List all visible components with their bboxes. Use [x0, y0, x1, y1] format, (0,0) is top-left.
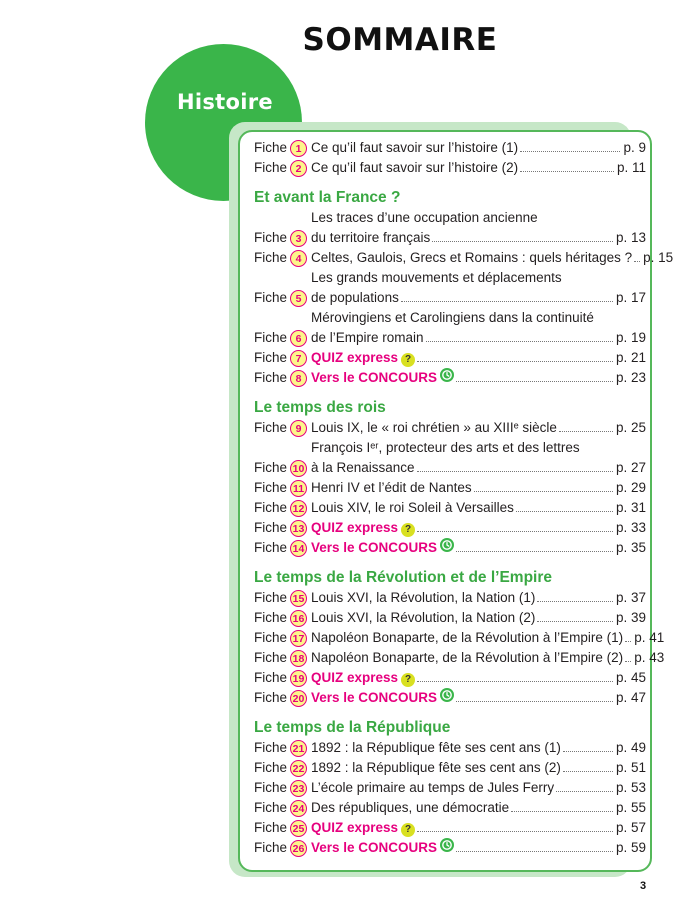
entry-title: de populations: [311, 290, 399, 305]
dot-leader: [511, 811, 613, 812]
fiche-number-badge: 19: [290, 670, 307, 687]
toc-entry[interactable]: [254, 348, 646, 368]
page-ref: p. 37: [615, 590, 646, 605]
dot-leader: [432, 241, 613, 242]
quiz-label: QUIZ express: [311, 520, 399, 535]
entry-line: [311, 628, 665, 648]
question-icon: ?: [401, 523, 415, 537]
entry-title: 1892 : la République fête ses cent ans (1): [311, 740, 561, 755]
question-icon: ?: [401, 673, 415, 687]
concours-label: Vers le CONCOURS: [311, 840, 438, 855]
entry-text: [311, 538, 646, 558]
section-name: Histoire: [177, 90, 273, 114]
fiche-number-badge: 5: [290, 290, 307, 307]
entry-line: [311, 798, 646, 818]
page-ref: p. 33: [615, 520, 646, 535]
entry-text: [311, 758, 646, 778]
dot-leader: [417, 471, 613, 472]
entry-title: à la Renaissance: [311, 460, 415, 475]
entry-line: [311, 138, 646, 158]
entry-line: [311, 758, 646, 778]
dot-leader: [456, 381, 613, 382]
group-spacer: [254, 558, 646, 568]
fiche-number-badge: 11: [290, 480, 307, 497]
fiche-number-badge: 18: [290, 650, 307, 667]
fiche-label: Fiche: [254, 460, 288, 475]
entry-text: [311, 608, 646, 628]
toc-group: [254, 138, 646, 178]
dot-leader: [456, 851, 613, 852]
page-ref: p. 51: [615, 760, 646, 775]
fiche-label: Fiche: [254, 370, 288, 385]
entry-line: [311, 588, 646, 608]
fiche-label: Fiche: [254, 800, 288, 815]
entry-text: [311, 778, 646, 798]
page-ref: p. 17: [615, 290, 646, 305]
group-title: Le temps de la République: [254, 719, 451, 736]
concours-label: Vers le CONCOURS: [311, 370, 438, 385]
toc-entry[interactable]: [254, 838, 646, 858]
entry-title: Louis XIV, le roi Soleil à Versailles: [311, 500, 514, 515]
entry-text: [311, 588, 646, 608]
fiche-label: Fiche: [254, 160, 288, 175]
entry-title: Celtes, Gaulois, Grecs et Romains : quels héritages ?: [311, 250, 633, 265]
page-ref: p. 43: [634, 650, 665, 665]
entry-line: [311, 208, 646, 228]
entry-title: du territoire français: [311, 230, 431, 245]
entry-line: [311, 668, 646, 688]
page-ref: p. 27: [615, 460, 646, 475]
quiz-label: QUIZ express: [311, 670, 399, 685]
toc-group: [254, 178, 674, 388]
question-icon: ?: [401, 823, 415, 837]
entry-text: [311, 478, 646, 498]
entry-text: [311, 248, 674, 268]
dot-leader: [426, 341, 613, 342]
fiche-number-badge: 3: [290, 230, 307, 247]
toc-entry[interactable]: [254, 588, 646, 608]
fiche-number-badge: 8: [290, 370, 307, 387]
page-ref: p. 15: [643, 250, 674, 265]
entry-text: [311, 138, 646, 158]
group-spacer: [254, 388, 646, 398]
fiche-label: Fiche: [254, 250, 288, 265]
entry-text: [311, 438, 646, 478]
toc-entry[interactable]: [254, 308, 646, 348]
toc-entry[interactable]: [254, 818, 646, 838]
toc-entry[interactable]: [254, 738, 646, 758]
fiche-label: Fiche: [254, 520, 288, 535]
fiche-label: Fiche: [254, 760, 288, 775]
fiche-number-badge: 21: [290, 740, 307, 757]
fiche-label: Fiche: [254, 650, 288, 665]
dot-leader: [537, 601, 613, 602]
fiche-number-badge: 14: [290, 540, 307, 557]
entry-line: [311, 738, 646, 758]
page-ref: p. 11: [616, 160, 646, 175]
page-ref: p. 31: [615, 500, 646, 515]
entry-title: Louis IX, le « roi chrétien » au XIIIᵉ siècle: [311, 420, 557, 435]
fiche-number-badge: 24: [290, 800, 307, 817]
quiz-label: QUIZ express: [311, 820, 399, 835]
entry-title: L’école primaire au temps de Jules Ferry: [311, 780, 555, 795]
entry-line: [311, 648, 665, 668]
entry-title: Ce qu’il faut savoir sur l’histoire (1): [311, 140, 519, 155]
entry-text: [311, 308, 646, 348]
entry-title: Des républiques, une démocratie: [311, 800, 510, 815]
entry-line: [311, 308, 646, 328]
entry-text: [311, 368, 646, 388]
dot-leader: [417, 681, 613, 682]
fiche-number-badge: 26: [290, 840, 307, 857]
group-spacer: [254, 178, 646, 188]
dot-leader: [559, 431, 613, 432]
entry-line: [311, 158, 646, 178]
page-ref: p. 23: [615, 370, 646, 385]
fiche-label: Fiche: [254, 500, 288, 515]
entry-line: [311, 818, 646, 838]
dot-leader: [563, 751, 613, 752]
toc-group: [254, 558, 665, 708]
fiche-number-badge: 16: [290, 610, 307, 627]
dot-leader: [401, 301, 613, 302]
entry-text: [311, 738, 646, 758]
toc-entry[interactable]: [254, 628, 665, 648]
entry-line: [311, 538, 646, 558]
toc-entry[interactable]: [254, 668, 646, 688]
dot-leader: [537, 621, 613, 622]
dot-leader: [556, 791, 613, 792]
entry-line: [311, 248, 674, 268]
fiche-label: Fiche: [254, 630, 288, 645]
fiche-number-badge: 20: [290, 690, 307, 707]
fiche-number-badge: 7: [290, 350, 307, 367]
entry-line: [311, 268, 646, 288]
entry-line: [311, 498, 646, 518]
fiche-label: Fiche: [254, 330, 288, 345]
fiche-number-badge: 4: [290, 250, 307, 267]
entry-text: [311, 268, 646, 308]
entry-line: [311, 458, 646, 478]
entry-text: [311, 628, 665, 648]
entry-text: [311, 648, 665, 668]
fiche-label: Fiche: [254, 670, 288, 685]
page-ref: p. 41: [634, 630, 665, 645]
dot-leader: [625, 641, 631, 642]
toc-entry[interactable]: [254, 608, 646, 628]
page-ref: p. 47: [615, 690, 646, 705]
entry-text: [311, 518, 646, 538]
quiz-label: QUIZ express: [311, 350, 399, 365]
toc-entry[interactable]: [254, 138, 646, 158]
entry-title: François Iᵉʳ, protecteur des arts et des lettres: [311, 440, 580, 455]
page-ref: p. 9: [623, 140, 646, 155]
dot-leader: [516, 511, 613, 512]
toc-entry[interactable]: [254, 478, 646, 498]
fiche-number-badge: 2: [290, 160, 307, 177]
toc-entry[interactable]: [254, 268, 646, 308]
page-ref: p. 45: [615, 670, 646, 685]
toc-entry[interactable]: [254, 248, 674, 268]
entry-text: [311, 498, 646, 518]
entry-text: [311, 418, 646, 438]
entry-text: [311, 348, 646, 368]
toc-entry[interactable]: [254, 518, 646, 538]
fiche-label: Fiche: [254, 480, 288, 495]
fiche-number-badge: 17: [290, 630, 307, 647]
entry-title: Les traces d’une occupation ancienne: [311, 210, 538, 225]
fiche-label: Fiche: [254, 840, 288, 855]
group-spacer: [254, 708, 646, 718]
entry-line: [311, 348, 646, 368]
fiche-number-badge: 25: [290, 820, 307, 837]
fiche-number-badge: 13: [290, 520, 307, 537]
page-title: SOMMAIRE: [302, 22, 498, 58]
clock-icon: [440, 688, 454, 702]
dot-leader: [520, 151, 620, 152]
fiche-number-badge: 15: [290, 590, 307, 607]
entry-text: [311, 688, 646, 708]
page-ref: p. 29: [615, 480, 646, 495]
fiche-number-badge: 9: [290, 420, 307, 437]
entry-line: [311, 328, 646, 348]
group-title: Le temps des rois: [254, 399, 386, 416]
toc-entry[interactable]: [254, 418, 646, 438]
entry-text: [311, 818, 646, 838]
entry-line: [311, 778, 646, 798]
dot-leader: [456, 551, 613, 552]
fiche-label: Fiche: [254, 540, 288, 555]
fiche-label: Fiche: [254, 230, 288, 245]
concours-label: Vers le CONCOURS: [311, 690, 438, 705]
entry-title: Louis XVI, la Révolution, la Nation (1): [311, 590, 536, 605]
entry-line: [311, 288, 646, 308]
fiche-label: Fiche: [254, 780, 288, 795]
toc-entry[interactable]: [254, 498, 646, 518]
clock-icon: [440, 368, 454, 382]
page-ref: p. 59: [615, 840, 646, 855]
entry-line: [311, 688, 646, 708]
entry-title: Napoléon Bonaparte, de la Révolution à l’Empire (1): [311, 630, 624, 645]
toc-group: [254, 388, 646, 558]
entry-title: Henri IV et l’édit de Nantes: [311, 480, 472, 495]
fiche-label: Fiche: [254, 820, 288, 835]
fiche-number-badge: 1: [290, 140, 307, 157]
dot-leader: [520, 171, 614, 172]
fiche-label: Fiche: [254, 690, 288, 705]
concours-label: Vers le CONCOURS: [311, 540, 438, 555]
clock-icon: [440, 838, 454, 852]
toc-entry[interactable]: [254, 438, 646, 478]
toc-entry[interactable]: [254, 758, 646, 778]
toc-entry[interactable]: [254, 798, 646, 818]
table-of-contents: [254, 138, 674, 858]
entry-line: [311, 838, 646, 858]
page-ref: p. 49: [615, 740, 646, 755]
group-title: Le temps de la Révolution et de l’Empire: [254, 569, 553, 586]
entry-line: [311, 418, 646, 438]
page-ref: p. 21: [615, 350, 646, 365]
page-ref: p. 39: [615, 610, 646, 625]
group-title: Et avant la France ?: [254, 189, 401, 206]
fiche-number-badge: 10: [290, 460, 307, 477]
toc-entry[interactable]: [254, 538, 646, 558]
toc-entry[interactable]: [254, 368, 646, 388]
entry-text: [311, 838, 646, 858]
fiche-number-badge: 6: [290, 330, 307, 347]
entry-title: de l’Empire romain: [311, 330, 424, 345]
fiche-label: Fiche: [254, 350, 288, 365]
dot-leader: [625, 661, 631, 662]
page-ref: p. 57: [615, 820, 646, 835]
dot-leader: [417, 531, 613, 532]
entry-title: Les grands mouvements et déplacements: [311, 270, 562, 285]
fiche-label: Fiche: [254, 290, 288, 305]
fiche-number-badge: 12: [290, 500, 307, 517]
page-ref: p. 25: [615, 420, 646, 435]
entry-text: [311, 668, 646, 688]
page-ref: p. 53: [615, 780, 646, 795]
dot-leader: [474, 491, 613, 492]
dot-leader: [634, 261, 640, 262]
entry-line: [311, 228, 646, 248]
toc-group: [254, 708, 646, 858]
toc-entry[interactable]: [254, 158, 646, 178]
toc-entry[interactable]: [254, 778, 646, 798]
entry-line: [311, 608, 646, 628]
page-ref: p. 35: [615, 540, 646, 555]
dot-leader: [563, 771, 613, 772]
fiche-label: Fiche: [254, 610, 288, 625]
entry-text: [311, 208, 646, 248]
page-number: 3: [640, 880, 647, 892]
fiche-label: Fiche: [254, 590, 288, 605]
entry-line: [311, 438, 646, 458]
fiche-label: Fiche: [254, 420, 288, 435]
entry-line: [311, 368, 646, 388]
fiche-label: Fiche: [254, 740, 288, 755]
toc-entry[interactable]: [254, 688, 646, 708]
entry-line: [311, 518, 646, 538]
entry-text: [311, 798, 646, 818]
entry-title: Napoléon Bonaparte, de la Révolution à l’Empire (2): [311, 650, 624, 665]
toc-entry[interactable]: [254, 208, 646, 248]
page-ref: p. 13: [615, 230, 646, 245]
entry-title: Louis XVI, la Révolution, la Nation (2): [311, 610, 536, 625]
page-ref: p. 19: [615, 330, 646, 345]
entry-title: 1892 : la République fête ses cent ans (2): [311, 760, 561, 775]
fiche-number-badge: 22: [290, 760, 307, 777]
clock-icon: [440, 538, 454, 552]
entry-title: Ce qu’il faut savoir sur l’histoire (2): [311, 160, 519, 175]
dot-leader: [417, 361, 613, 362]
dot-leader: [417, 831, 613, 832]
page-ref: p. 55: [615, 800, 646, 815]
fiche-number-badge: 23: [290, 780, 307, 797]
entry-text: [311, 158, 646, 178]
entry-title: Mérovingiens et Carolingiens dans la continuité: [311, 310, 594, 325]
fiche-label: Fiche: [254, 140, 288, 155]
entry-line: [311, 478, 646, 498]
question-icon: ?: [401, 353, 415, 367]
dot-leader: [456, 701, 613, 702]
toc-entry[interactable]: [254, 648, 665, 668]
